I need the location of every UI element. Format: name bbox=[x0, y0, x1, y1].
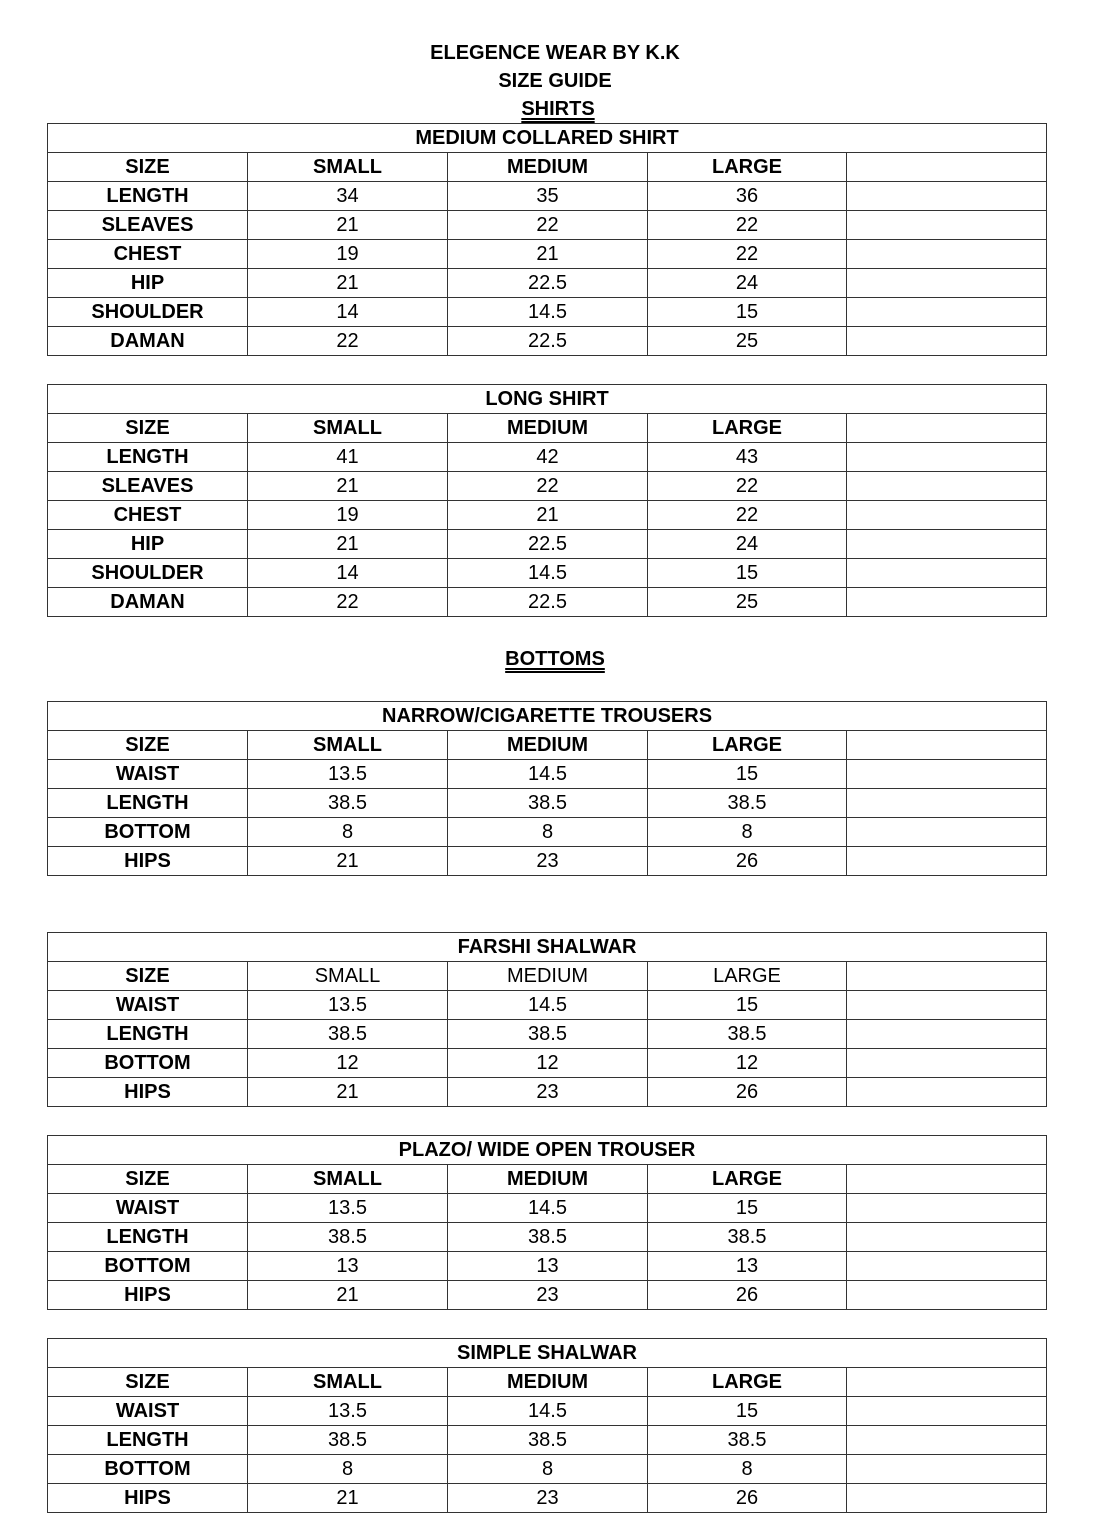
table-row bbox=[48, 327, 1047, 356]
table-row bbox=[48, 298, 1047, 327]
cell-small: 21 bbox=[248, 847, 448, 876]
header-extra bbox=[847, 731, 1047, 760]
row-label: HIPS bbox=[48, 847, 248, 876]
row-label: CHEST bbox=[48, 240, 248, 269]
size-table-farshi-shalwar bbox=[47, 932, 1047, 1107]
table-header-row bbox=[48, 731, 1047, 760]
table-row bbox=[48, 472, 1047, 501]
table-row bbox=[48, 1252, 1047, 1281]
cell-medium: 12 bbox=[448, 1049, 648, 1078]
header-large: LARGE bbox=[648, 731, 847, 760]
table-row bbox=[48, 1397, 1047, 1426]
table-title: MEDIUM COLLARED SHIRT bbox=[48, 124, 1047, 153]
cell-extra bbox=[847, 1281, 1047, 1310]
cell-small: 21 bbox=[248, 472, 448, 501]
table-title: NARROW/CIGARETTE TROUSERS bbox=[48, 702, 1047, 731]
cell-medium: 22 bbox=[448, 211, 648, 240]
table-row bbox=[48, 1455, 1047, 1484]
row-label: SLEAVES bbox=[48, 211, 248, 240]
cell-large: 15 bbox=[648, 991, 847, 1020]
row-label: WAIST bbox=[48, 1397, 248, 1426]
cell-extra bbox=[847, 327, 1047, 356]
cell-large: 25 bbox=[648, 588, 847, 617]
header-large: LARGE bbox=[648, 1368, 847, 1397]
table-row bbox=[48, 1223, 1047, 1252]
row-label: BOTTOM bbox=[48, 1049, 248, 1078]
table-title-row bbox=[48, 1339, 1047, 1368]
cell-extra bbox=[847, 789, 1047, 818]
cell-small: 14 bbox=[248, 559, 448, 588]
table-row bbox=[48, 991, 1047, 1020]
document-title-text: ELEGENCE WEAR BY K.K bbox=[430, 42, 680, 64]
row-label: WAIST bbox=[48, 991, 248, 1020]
header-medium: MEDIUM bbox=[448, 153, 648, 182]
cell-medium: 22.5 bbox=[448, 327, 648, 356]
table-row bbox=[48, 1049, 1047, 1078]
cell-large: 26 bbox=[648, 847, 847, 876]
cell-medium: 42 bbox=[448, 443, 648, 472]
table-title: SIMPLE SHALWAR bbox=[48, 1339, 1047, 1368]
cell-large: 24 bbox=[648, 269, 847, 298]
row-label: WAIST bbox=[48, 1194, 248, 1223]
cell-medium: 22 bbox=[448, 472, 648, 501]
cell-large: 22 bbox=[648, 240, 847, 269]
size-table-long-shirt bbox=[47, 384, 1047, 617]
section-heading-shirts-text: SHIRTS bbox=[521, 98, 595, 120]
row-label: LENGTH bbox=[48, 443, 248, 472]
row-label: LENGTH bbox=[48, 1426, 248, 1455]
header-medium: MEDIUM bbox=[448, 1165, 648, 1194]
header-size: SIZE bbox=[48, 153, 248, 182]
row-label: WAIST bbox=[48, 760, 248, 789]
cell-large: 15 bbox=[648, 760, 847, 789]
cell-extra bbox=[847, 847, 1047, 876]
cell-extra bbox=[847, 240, 1047, 269]
cell-large: 38.5 bbox=[648, 1020, 847, 1049]
cell-large: 15 bbox=[648, 1194, 847, 1223]
cell-small: 19 bbox=[248, 240, 448, 269]
row-label: BOTTOM bbox=[48, 818, 248, 847]
cell-medium: 23 bbox=[448, 847, 648, 876]
document-subtitle bbox=[0, 69, 1110, 93]
size-table-plazo-wide-open-trouser bbox=[47, 1135, 1047, 1310]
cell-small: 38.5 bbox=[248, 789, 448, 818]
cell-small: 22 bbox=[248, 588, 448, 617]
row-label: SLEAVES bbox=[48, 472, 248, 501]
header-extra bbox=[847, 153, 1047, 182]
table-row bbox=[48, 1426, 1047, 1455]
table-row bbox=[48, 269, 1047, 298]
cell-large: 38.5 bbox=[648, 1223, 847, 1252]
cell-small: 13 bbox=[248, 1252, 448, 1281]
row-label: LENGTH bbox=[48, 1223, 248, 1252]
table-row bbox=[48, 1281, 1047, 1310]
header-small: SMALL bbox=[248, 153, 448, 182]
row-label: LENGTH bbox=[48, 182, 248, 211]
cell-extra bbox=[847, 443, 1047, 472]
header-medium: MEDIUM bbox=[448, 962, 648, 991]
cell-extra bbox=[847, 501, 1047, 530]
section-heading-bottoms-text: BOTTOMS bbox=[505, 648, 605, 670]
table-title: PLAZO/ WIDE OPEN TROUSER bbox=[48, 1136, 1047, 1165]
header-small: SMALL bbox=[248, 1165, 448, 1194]
header-large: LARGE bbox=[648, 962, 847, 991]
table-row bbox=[48, 1020, 1047, 1049]
cell-large: 38.5 bbox=[648, 789, 847, 818]
cell-small: 21 bbox=[248, 1281, 448, 1310]
cell-extra bbox=[847, 760, 1047, 789]
cell-extra bbox=[847, 1020, 1047, 1049]
cell-extra bbox=[847, 298, 1047, 327]
table-row bbox=[48, 559, 1047, 588]
cell-extra bbox=[847, 1223, 1047, 1252]
section-heading-bottoms bbox=[0, 647, 1110, 671]
table-row bbox=[48, 789, 1047, 818]
header-size: SIZE bbox=[48, 414, 248, 443]
table-row bbox=[48, 1078, 1047, 1107]
cell-small: 13.5 bbox=[248, 991, 448, 1020]
header-small: SMALL bbox=[248, 962, 448, 991]
cell-extra bbox=[847, 530, 1047, 559]
table-row bbox=[48, 818, 1047, 847]
row-label: SHOULDER bbox=[48, 559, 248, 588]
table-row bbox=[48, 240, 1047, 269]
cell-small: 13.5 bbox=[248, 760, 448, 789]
cell-extra bbox=[847, 818, 1047, 847]
cell-small: 13.5 bbox=[248, 1194, 448, 1223]
table-header-row bbox=[48, 962, 1047, 991]
cell-small: 8 bbox=[248, 1455, 448, 1484]
row-label: LENGTH bbox=[48, 1020, 248, 1049]
header-medium: MEDIUM bbox=[448, 731, 648, 760]
cell-extra bbox=[847, 269, 1047, 298]
cell-extra bbox=[847, 1049, 1047, 1078]
header-small: SMALL bbox=[248, 414, 448, 443]
cell-small: 21 bbox=[248, 1484, 448, 1513]
row-label: CHEST bbox=[48, 501, 248, 530]
size-table-medium-collared-shirt bbox=[47, 123, 1047, 356]
cell-small: 38.5 bbox=[248, 1426, 448, 1455]
cell-large: 25 bbox=[648, 327, 847, 356]
table-title: LONG SHIRT bbox=[48, 385, 1047, 414]
cell-large: 26 bbox=[648, 1281, 847, 1310]
cell-medium: 23 bbox=[448, 1484, 648, 1513]
header-extra bbox=[847, 414, 1047, 443]
cell-medium: 13 bbox=[448, 1252, 648, 1281]
cell-extra bbox=[847, 1194, 1047, 1223]
table-row bbox=[48, 760, 1047, 789]
cell-medium: 21 bbox=[448, 240, 648, 269]
table-title-row bbox=[48, 1136, 1047, 1165]
cell-extra bbox=[847, 559, 1047, 588]
table-row bbox=[48, 588, 1047, 617]
table-row bbox=[48, 1194, 1047, 1223]
cell-large: 43 bbox=[648, 443, 847, 472]
table-row bbox=[48, 847, 1047, 876]
cell-large: 22 bbox=[648, 211, 847, 240]
table-header-row bbox=[48, 153, 1047, 182]
cell-medium: 21 bbox=[448, 501, 648, 530]
cell-medium: 14.5 bbox=[448, 1194, 648, 1223]
cell-extra bbox=[847, 182, 1047, 211]
cell-small: 38.5 bbox=[248, 1223, 448, 1252]
table-title-row bbox=[48, 933, 1047, 962]
table-header-row bbox=[48, 1368, 1047, 1397]
cell-large: 38.5 bbox=[648, 1426, 847, 1455]
header-size: SIZE bbox=[48, 731, 248, 760]
cell-medium: 14.5 bbox=[448, 991, 648, 1020]
header-size: SIZE bbox=[48, 962, 248, 991]
cell-medium: 38.5 bbox=[448, 789, 648, 818]
cell-large: 8 bbox=[648, 818, 847, 847]
table-row bbox=[48, 530, 1047, 559]
cell-large: 24 bbox=[648, 530, 847, 559]
row-label: DAMAN bbox=[48, 327, 248, 356]
header-small: SMALL bbox=[248, 1368, 448, 1397]
header-size: SIZE bbox=[48, 1368, 248, 1397]
cell-small: 38.5 bbox=[248, 1020, 448, 1049]
row-label: SHOULDER bbox=[48, 298, 248, 327]
cell-extra bbox=[847, 1078, 1047, 1107]
cell-extra bbox=[847, 1455, 1047, 1484]
cell-medium: 22.5 bbox=[448, 530, 648, 559]
cell-small: 14 bbox=[248, 298, 448, 327]
cell-small: 8 bbox=[248, 818, 448, 847]
cell-extra bbox=[847, 1484, 1047, 1513]
cell-small: 21 bbox=[248, 530, 448, 559]
size-table-narrow-cigarette-trousers bbox=[47, 701, 1047, 876]
cell-large: 26 bbox=[648, 1078, 847, 1107]
cell-medium: 22.5 bbox=[448, 588, 648, 617]
size-table-simple-shalwar bbox=[47, 1338, 1047, 1513]
row-label: DAMAN bbox=[48, 588, 248, 617]
cell-extra bbox=[847, 211, 1047, 240]
row-label: BOTTOM bbox=[48, 1252, 248, 1281]
table-header-row bbox=[48, 414, 1047, 443]
table-row bbox=[48, 1484, 1047, 1513]
cell-large: 15 bbox=[648, 559, 847, 588]
cell-large: 26 bbox=[648, 1484, 847, 1513]
table-row bbox=[48, 211, 1047, 240]
table-row bbox=[48, 182, 1047, 211]
cell-extra bbox=[847, 991, 1047, 1020]
cell-medium: 14.5 bbox=[448, 760, 648, 789]
document-subtitle-text: SIZE GUIDE bbox=[498, 70, 612, 92]
header-medium: MEDIUM bbox=[448, 1368, 648, 1397]
table-row bbox=[48, 443, 1047, 472]
cell-small: 21 bbox=[248, 211, 448, 240]
cell-extra bbox=[847, 1426, 1047, 1455]
cell-small: 21 bbox=[248, 269, 448, 298]
cell-extra bbox=[847, 1252, 1047, 1281]
cell-large: 8 bbox=[648, 1455, 847, 1484]
cell-large: 22 bbox=[648, 501, 847, 530]
cell-medium: 35 bbox=[448, 182, 648, 211]
cell-medium: 38.5 bbox=[448, 1426, 648, 1455]
header-large: LARGE bbox=[648, 153, 847, 182]
table-header-row bbox=[48, 1165, 1047, 1194]
header-small: SMALL bbox=[248, 731, 448, 760]
row-label: HIPS bbox=[48, 1281, 248, 1310]
table-title-row bbox=[48, 385, 1047, 414]
header-large: LARGE bbox=[648, 414, 847, 443]
row-label: HIP bbox=[48, 530, 248, 559]
table-title-row bbox=[48, 124, 1047, 153]
table-title-row bbox=[48, 702, 1047, 731]
cell-medium: 23 bbox=[448, 1078, 648, 1107]
cell-large: 12 bbox=[648, 1049, 847, 1078]
document-title bbox=[0, 41, 1110, 65]
row-label: HIP bbox=[48, 269, 248, 298]
table-title: FARSHI SHALWAR bbox=[48, 933, 1047, 962]
row-label: LENGTH bbox=[48, 789, 248, 818]
header-extra bbox=[847, 962, 1047, 991]
cell-extra bbox=[847, 1397, 1047, 1426]
cell-medium: 23 bbox=[448, 1281, 648, 1310]
cell-large: 13 bbox=[648, 1252, 847, 1281]
cell-small: 34 bbox=[248, 182, 448, 211]
cell-small: 13.5 bbox=[248, 1397, 448, 1426]
section-heading-shirts bbox=[3, 97, 1110, 121]
cell-medium: 22.5 bbox=[448, 269, 648, 298]
cell-medium: 38.5 bbox=[448, 1223, 648, 1252]
cell-large: 15 bbox=[648, 1397, 847, 1426]
cell-medium: 38.5 bbox=[448, 1020, 648, 1049]
cell-small: 21 bbox=[248, 1078, 448, 1107]
cell-medium: 14.5 bbox=[448, 298, 648, 327]
header-medium: MEDIUM bbox=[448, 414, 648, 443]
cell-medium: 14.5 bbox=[448, 1397, 648, 1426]
cell-medium: 14.5 bbox=[448, 559, 648, 588]
cell-small: 41 bbox=[248, 443, 448, 472]
header-extra bbox=[847, 1165, 1047, 1194]
header-large: LARGE bbox=[648, 1165, 847, 1194]
cell-small: 19 bbox=[248, 501, 448, 530]
header-size: SIZE bbox=[48, 1165, 248, 1194]
row-label: HIPS bbox=[48, 1484, 248, 1513]
cell-extra bbox=[847, 472, 1047, 501]
cell-large: 15 bbox=[648, 298, 847, 327]
cell-medium: 8 bbox=[448, 1455, 648, 1484]
row-label: HIPS bbox=[48, 1078, 248, 1107]
cell-small: 12 bbox=[248, 1049, 448, 1078]
cell-small: 22 bbox=[248, 327, 448, 356]
table-row bbox=[48, 501, 1047, 530]
cell-large: 22 bbox=[648, 472, 847, 501]
cell-extra bbox=[847, 588, 1047, 617]
cell-medium: 8 bbox=[448, 818, 648, 847]
header-extra bbox=[847, 1368, 1047, 1397]
cell-large: 36 bbox=[648, 182, 847, 211]
row-label: BOTTOM bbox=[48, 1455, 248, 1484]
